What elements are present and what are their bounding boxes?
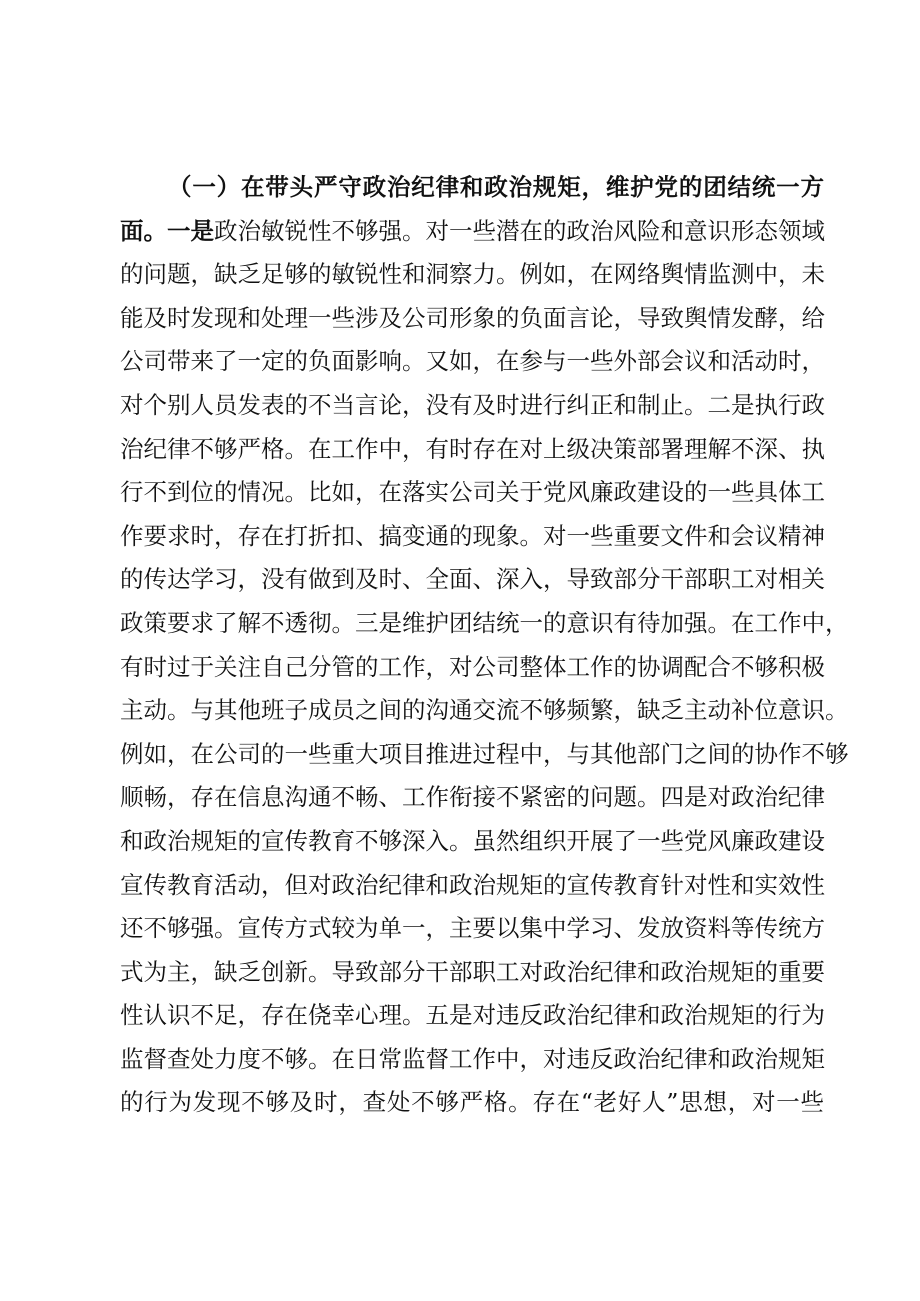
text-line: 性认识不足，存在侥幸心理。五是对违反政治纪律和政治规矩的行为 (120, 1001, 825, 1030)
text-line: 治纪律不够严格。在工作中，有时存在对上级决策部署理解不深、执 (120, 434, 825, 463)
text-line: 能及时发现和处理一些涉及公司形象的负面言论，导致舆情发酵，给 (120, 303, 825, 332)
text-line: 作要求时，存在打折扣、搞变通的现象。对一些重要文件和会议精神 (120, 521, 825, 550)
text-line: 宣传教育活动，但对政治纪律和政治规矩的宣传教育针对性和实效性 (120, 870, 825, 899)
heading-continuation: 面。一是 (120, 216, 214, 245)
text-line: 公司带来了一定的负面影响。又如，在参与一些外部会议和活动时， (120, 347, 825, 376)
text-line: 主动。与其他班子成员之间的沟通交流不够频繁，缺乏主动补位意识。 (120, 696, 849, 725)
text-line: 的行为发现不够及时，查处不够严格。存在“老好人”思想，对一些 (120, 1088, 824, 1117)
text-line: 对个别人员发表的不当言论，没有及时进行纠正和制止。二是执行政 (120, 390, 825, 419)
text-line: 顺畅，存在信息沟通不畅、工作衔接不紧密的问题。四是对政治纪律 (120, 783, 825, 812)
text-line: 的问题，缺乏足够的敏锐性和洞察力。例如，在网络舆情监测中，未 (120, 260, 825, 289)
text-line: 有时过于关注自己分管的工作，对公司整体工作的协调配合不够积极 (120, 652, 825, 681)
body-paragraph (120, 166, 849, 1125)
text-line (120, 210, 824, 254)
text-line: 政策要求了解不透彻。三是维护团结统一的意识有待加强。在工作中， (120, 608, 849, 637)
text-line: 监督查处力度不够。在日常监督工作中，对违反政治纪律和政治规矩 (120, 1044, 825, 1073)
text-line: 和政治规矩的宣传教育不够深入。虽然组织开展了一些党风廉政建设 (120, 826, 825, 855)
text-line: 例如，在公司的一些重大项目推进过程中，与其他部门之间的协作不够 (120, 739, 849, 768)
text-line: 的传达学习，没有做到及时、全面、深入，导致部分干部职工对相关 (120, 565, 825, 594)
heading-line: （一）在带头严守政治纪律和政治规矩，维护党的团结统一方 (168, 173, 824, 201)
text-line: 式为主，缺乏创新。导致部分干部职工对政治纪律和政治规矩的重要 (120, 957, 825, 986)
text-line: 行不到位的情况。比如，在落实公司关于党风廉政建设的一些具体工 (120, 478, 825, 507)
text-line-content: 政治敏锐性不够强。对一些潜在的政治风险和意识形态领域 (214, 216, 825, 245)
text-line: 还不够强。宣传方式较为单一，主要以集中学习、发放资料等传统方 (120, 914, 825, 943)
